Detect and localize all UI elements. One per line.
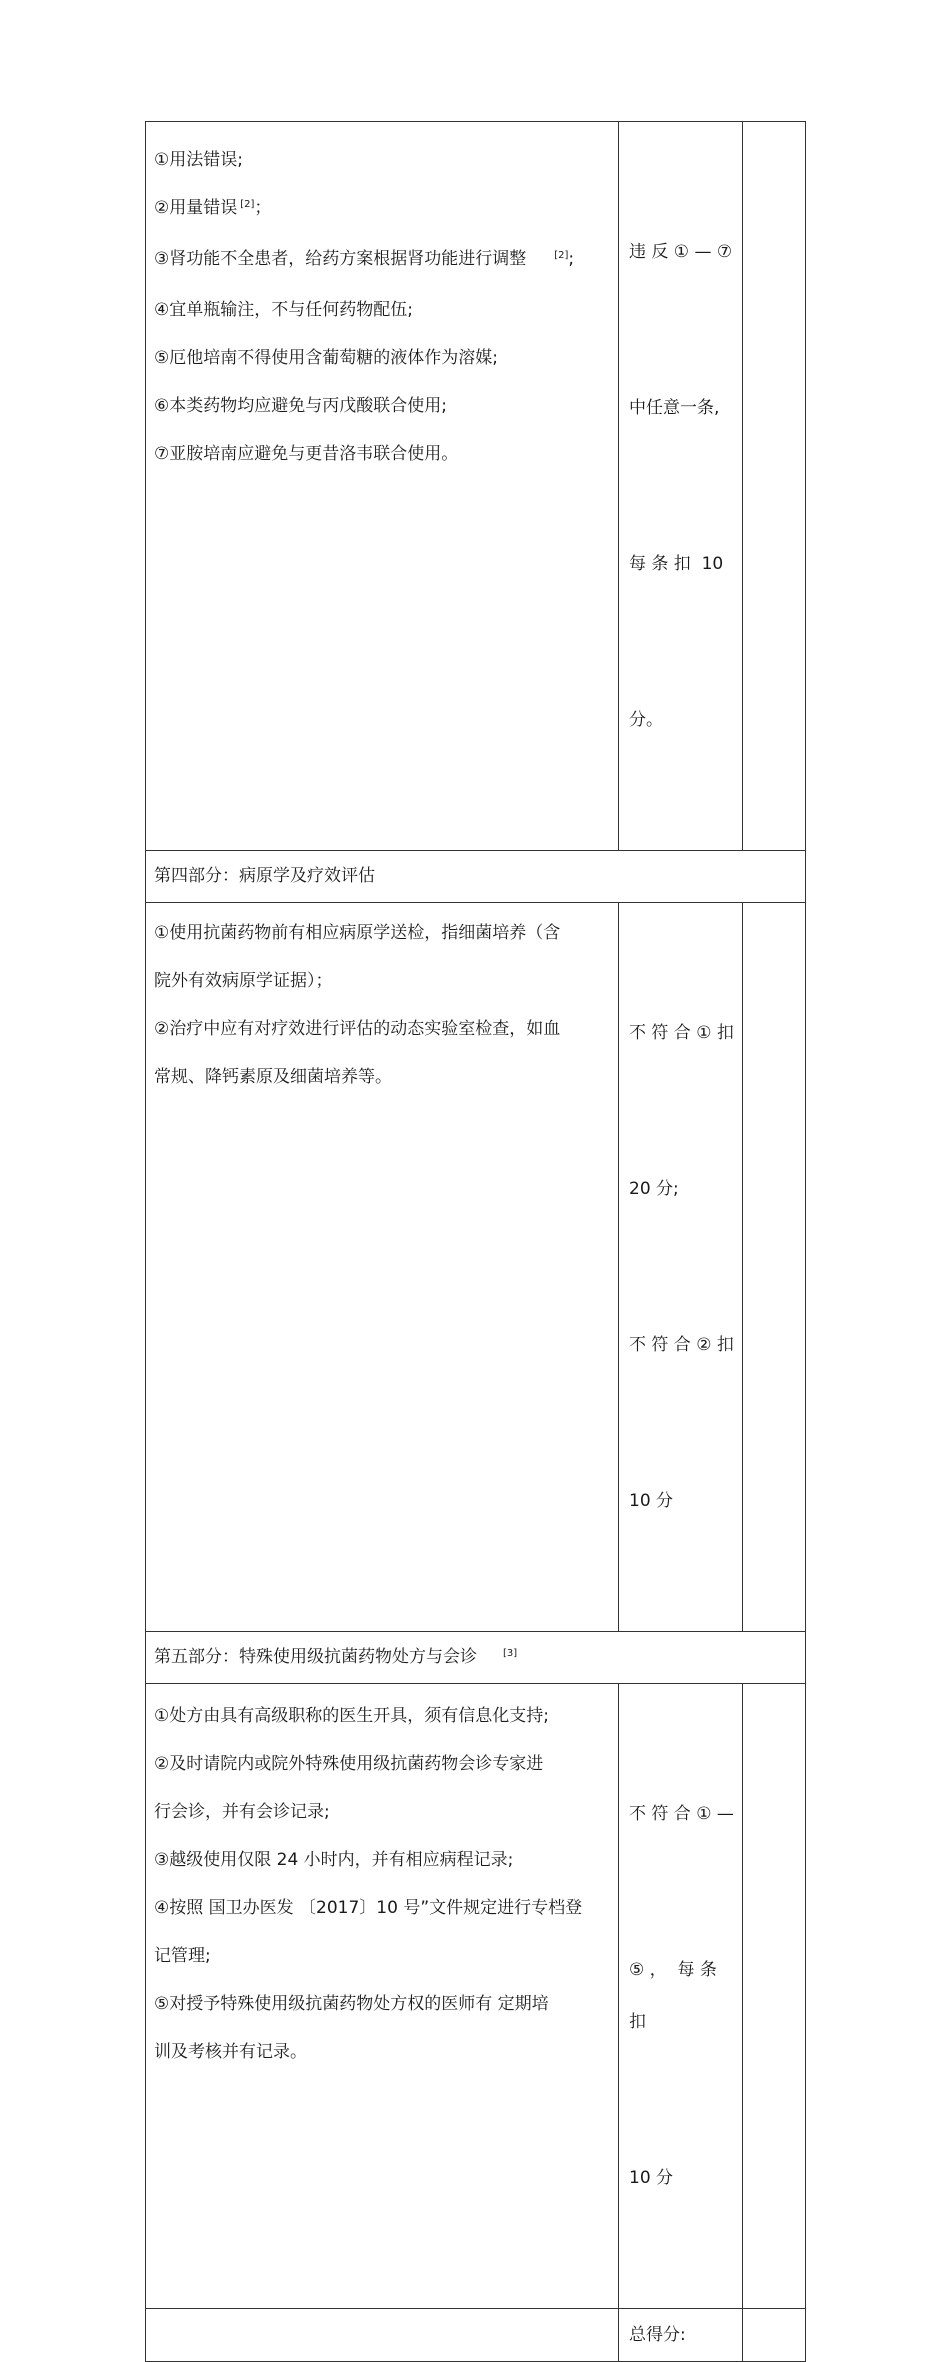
part3-rule-line-2: 中任意一条, <box>629 398 720 418</box>
part4-item-1-cont: 院外有效病原学证据）； <box>154 971 333 991</box>
total-row <box>146 2309 806 2362</box>
part3-item-5: ⑤厄他培南不得使用含葡萄糖的液体作为溶媒; <box>154 348 498 368</box>
part3-rule-line-1: 违 反 ① — ⑦ <box>629 242 733 262</box>
part4-rule-line-3: 不 符 合 ② 扣 <box>629 1335 734 1355</box>
total-blank-cell <box>146 2309 619 2362</box>
part5-title: 第五部分：特殊使用级抗菌药物处方与会诊 [3] <box>154 1647 518 1667</box>
part5-item-5-cont: 训及考核并有记录。 <box>154 2042 307 2062</box>
part4-rule-line-4: 10 分 <box>629 1491 674 1511</box>
part5-row <box>146 1684 806 2309</box>
part5-rule-line-2: ⑤ ， 每 条 扣 <box>629 1960 723 2032</box>
citation-ref: [2] <box>240 199 255 210</box>
total-label: 总得分: <box>629 2325 686 2345</box>
part3-rule-line-3: 每 条 扣 10 <box>629 554 724 574</box>
part3-item-3: ③肾功能不全患者，给药方案根据肾功能进行调整 [2]; <box>154 249 575 269</box>
part3-row <box>146 122 806 851</box>
part5-score-cell <box>743 1684 806 2309</box>
part3-rule-line-4: 分。 <box>629 710 663 730</box>
part5-item-4: ④按照 国卫办医发 〔2017〕10 号”文件规定进行专档登 <box>154 1898 583 1918</box>
part4-title: 第四部分：病原学及疗效评估 <box>154 866 375 886</box>
part5-item-2: ②及时请院内或院外特殊使用级抗菌药物会诊专家进 <box>154 1754 544 1774</box>
part4-rule-line-1: 不 符 合 ① 扣 <box>629 1023 734 1043</box>
part5-items-cell <box>146 1684 619 2309</box>
part5-item-3: ③越级使用仅限 24 小时内，并有相应病程记录; <box>154 1850 514 1870</box>
part5-item-4-cont: 记管理; <box>154 1946 211 1966</box>
part4-items-cell <box>146 903 619 1632</box>
citation-ref: [2] <box>554 250 569 261</box>
part4-item-1: ①使用抗菌药物前有相应病原学送检，指细菌培养（含 <box>154 923 561 943</box>
part3-item-6: ⑥本类药物均应避免与丙戊酸联合使用; <box>154 396 447 416</box>
part4-title-cell <box>146 851 806 903</box>
citation-ref: [3] <box>503 1648 518 1659</box>
part5-header-row <box>146 1632 806 1684</box>
part3-item-2: ②用量错误 [2]； <box>154 198 272 218</box>
part3-item-7: ⑦亚胺培南应避免与更昔洛韦联合使用。 <box>154 444 459 464</box>
part4-score-cell <box>743 903 806 1632</box>
scoring-table <box>145 121 806 2362</box>
part3-item-1: ①用法错误; <box>154 150 243 170</box>
part5-item-1: ①处方由具有高级职称的医生开具，须有信息化支持; <box>154 1706 549 1726</box>
part3-score-cell <box>743 122 806 851</box>
part5-rule-line-1: 不 符 合 ① — <box>629 1804 734 1824</box>
part5-title-cell <box>146 1632 806 1684</box>
part3-rule-cell <box>619 122 743 851</box>
total-label-cell <box>619 2309 743 2362</box>
part4-rule-cell <box>619 903 743 1632</box>
part5-rule-cell <box>619 1684 743 2309</box>
part5-item-2-cont: 行会诊，并有会诊记录; <box>154 1802 330 1822</box>
part4-item-2-cont: 常规、降钙素原及细菌培养等。 <box>154 1067 392 1087</box>
part3-item-4: ④宜单瓶输注，不与任何药物配伍; <box>154 300 413 320</box>
part5-rule-line-3: 10 分 <box>629 2168 674 2188</box>
part4-rule-line-2: 20 分; <box>629 1179 679 1199</box>
part4-item-2: ②治疗中应有对疗效进行评估的动态实验室检查，如血 <box>154 1019 561 1039</box>
part4-header-row <box>146 851 806 903</box>
part4-row <box>146 903 806 1632</box>
total-score-cell <box>743 2309 806 2362</box>
part3-items-cell <box>146 122 619 851</box>
part5-item-5: ⑤对授予特殊使用级抗菌药物处方权的医师有 定期培 <box>154 1994 549 2014</box>
